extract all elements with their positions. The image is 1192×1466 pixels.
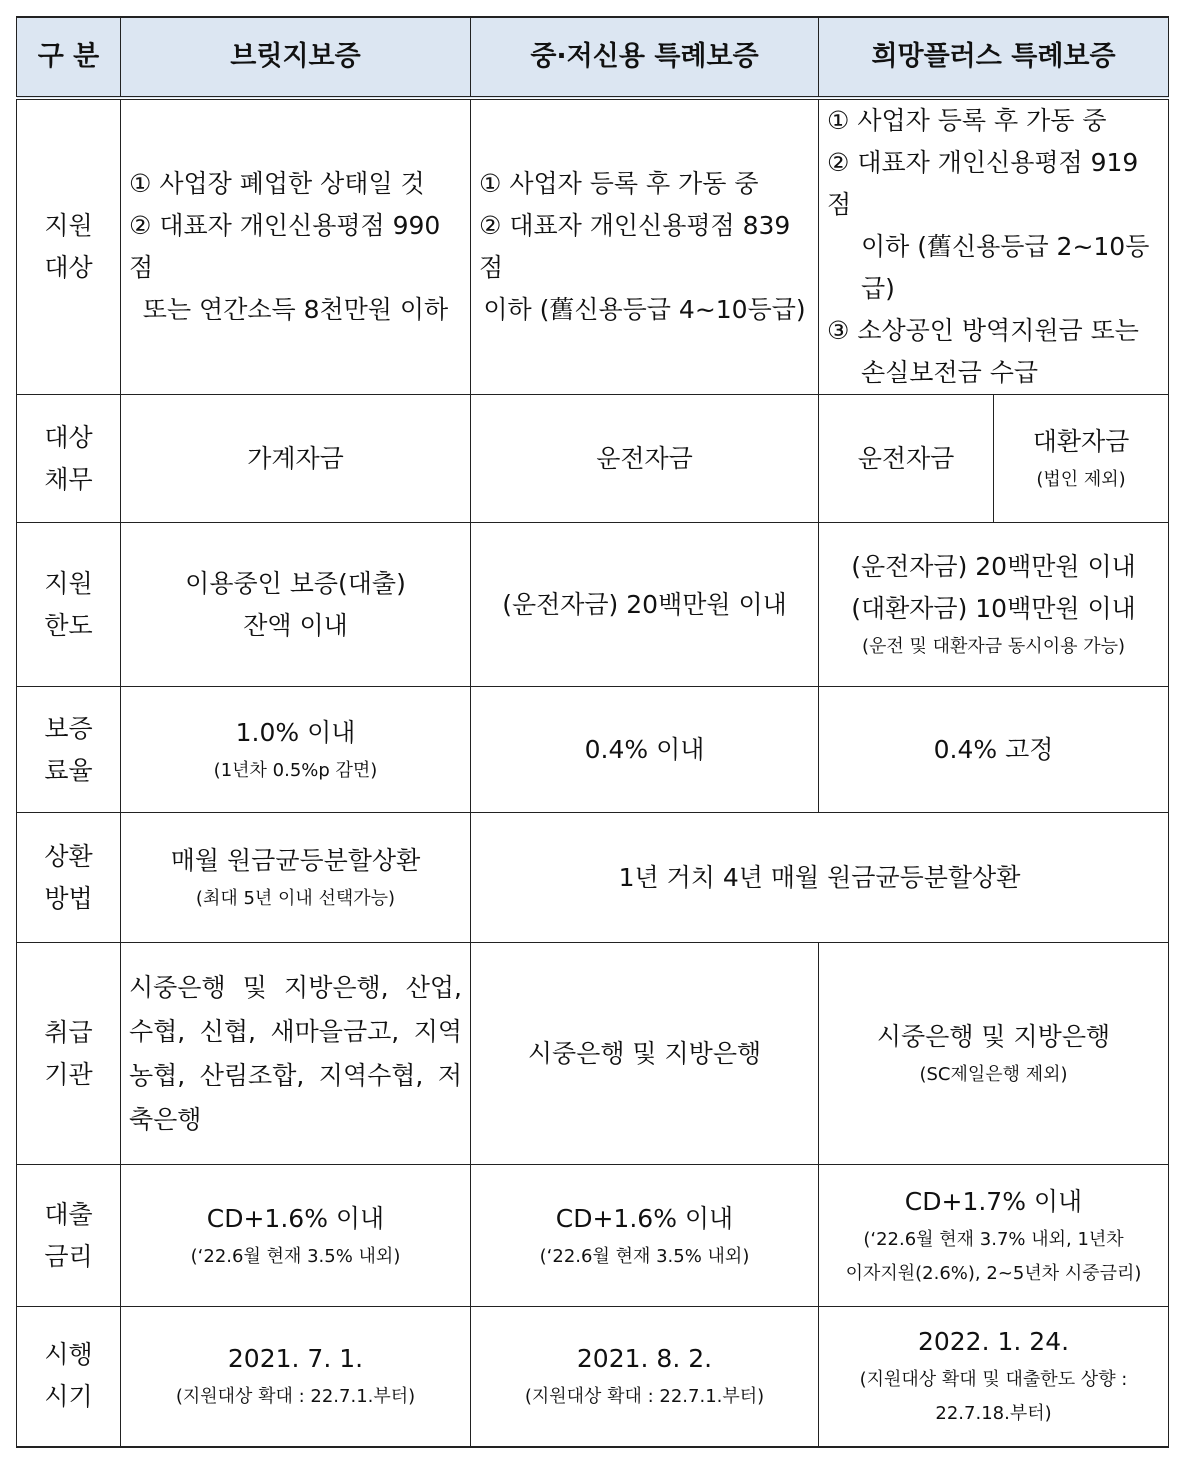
row-limit (17, 523, 1169, 687)
limit-bridge: 이용중인 보증(대출) 잔액 이내 (121, 523, 471, 687)
header-hope-plus-guarantee: 희망플러스 특례보증 (819, 17, 1169, 98)
rate-mid-low: CD+1.6% 이내 (‘22.6월 현재 3.5% 내외) (471, 1165, 819, 1307)
fee-mid-low: 0.4% 이내 (471, 687, 819, 813)
row-label-debt: 대상 채무 (17, 395, 121, 523)
start-hope-plus: 2022. 1. 24. (지원대상 확대 및 대출한도 상향 : 22.7.18.부터) (819, 1307, 1169, 1447)
limit-mid-low: (운전자금) 20백만원 이내 (471, 523, 819, 687)
row-fee (17, 687, 1169, 813)
row-debt (17, 395, 1169, 523)
row-label-limit: 지원 한도 (17, 523, 121, 687)
repay-mid-low-and-hope-plus: 1년 거치 4년 매월 원금균등분할상환 (471, 813, 1169, 943)
target-hope-plus: ① 사업자 등록 후 가동 중 ② 대표자 개인신용평점 919점 이하 (舊신용등급 2~10등급) ③ 소상공인 방역지원금 또는 손실보전금 수급 (819, 98, 1169, 395)
row-label-rate: 대출 금리 (17, 1165, 121, 1307)
row-target (17, 98, 1169, 395)
header-mid-low-credit-guarantee: 중·저신용 특례보증 (471, 17, 819, 98)
row-label-agency: 취급 기관 (17, 943, 121, 1165)
row-label-repay: 상환 방법 (17, 813, 121, 943)
start-mid-low: 2021. 8. 2. (지원대상 확대 : 22.7.1.부터) (471, 1307, 819, 1447)
table-header-row (17, 17, 1169, 98)
agency-bridge: 시중은행 및 지방은행, 산업, 수협, 신협, 새마을금고, 지역농협, 산림조합, 지역수협, 저축은행 (121, 943, 471, 1165)
agency-hope-plus: 시중은행 및 지방은행 (SC제일은행 제외) (819, 943, 1169, 1165)
debt-bridge: 가계자금 (121, 395, 471, 523)
row-rate (17, 1165, 1169, 1307)
target-mid-low: ① 사업자 등록 후 가동 중 ② 대표자 개인신용평점 839점 이하 (舊신용등급 4~10등급) (471, 98, 819, 395)
debt-hope-plus-operating: 운전자금 (819, 395, 994, 523)
row-start (17, 1307, 1169, 1447)
start-bridge: 2021. 7. 1. (지원대상 확대 : 22.7.1.부터) (121, 1307, 471, 1447)
target-bridge: ① 사업장 폐업한 상태일 것 ② 대표자 개인신용평점 990점 또는 연간소득 8천만원 이하 (121, 98, 471, 395)
header-category: 구 분 (17, 17, 121, 98)
debt-hope-plus-refinance: 대환자금 (법인 제외) (994, 395, 1169, 523)
rate-hope-plus: CD+1.7% 이내 (‘22.6월 현재 3.7% 내외, 1년차 이자지원(2.6%), 2~5년차 시중금리) (819, 1165, 1169, 1307)
fee-bridge: 1.0% 이내 (1년차 0.5%p 감면) (121, 687, 471, 813)
fee-hope-plus: 0.4% 고정 (819, 687, 1169, 813)
row-repay (17, 813, 1169, 943)
row-agency (17, 943, 1169, 1165)
agency-mid-low: 시중은행 및 지방은행 (471, 943, 819, 1165)
row-label-fee: 보증 료율 (17, 687, 121, 813)
row-label-target: 지원 대상 (17, 98, 121, 395)
header-bridge-guarantee: 브릿지보증 (121, 17, 471, 98)
limit-hope-plus: (운전자금) 20백만원 이내 (대환자금) 10백만원 이내 (운전 및 대환자금 동시이용 가능) (819, 523, 1169, 687)
row-label-start: 시행 시기 (17, 1307, 121, 1447)
repay-bridge: 매월 원금균등분할상환 (최대 5년 이내 선택가능) (121, 813, 471, 943)
guarantee-comparison-table (16, 16, 1169, 1448)
rate-bridge: CD+1.6% 이내 (‘22.6월 현재 3.5% 내외) (121, 1165, 471, 1307)
debt-mid-low: 운전자금 (471, 395, 819, 523)
